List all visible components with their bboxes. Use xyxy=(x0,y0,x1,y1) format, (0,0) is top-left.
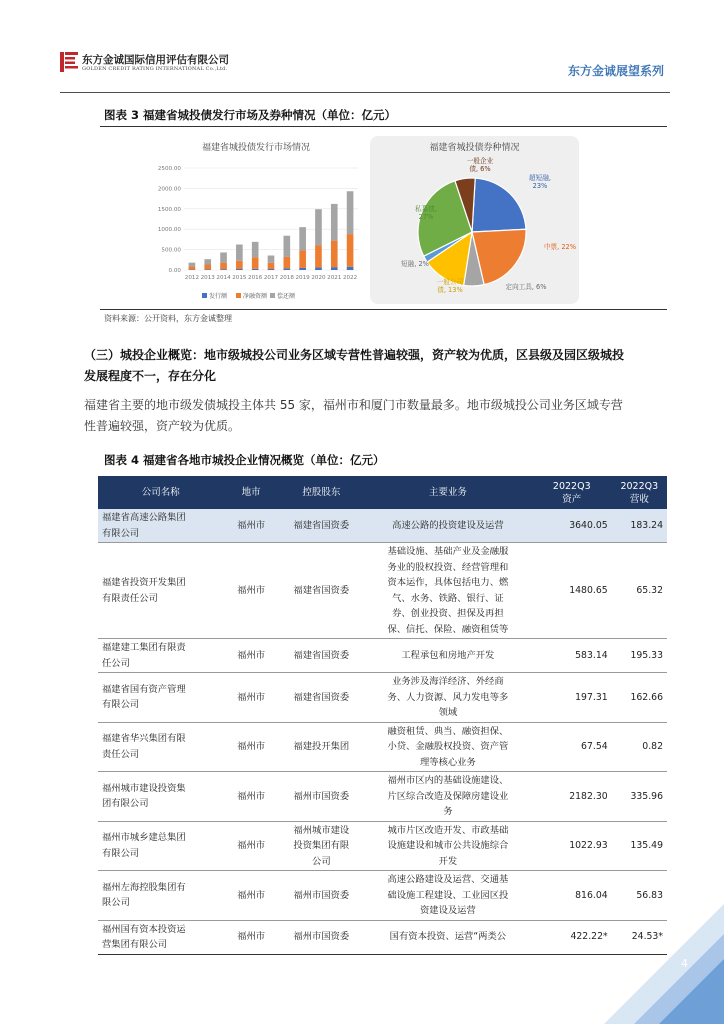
cell-holder: 福州城市建设 投资集团有限 公司 xyxy=(279,821,364,871)
cell-business: 国有资本投资、运营“两类公 xyxy=(364,920,532,954)
legend-swatch xyxy=(202,293,207,298)
cell-holder: 福建省国资委 xyxy=(279,673,364,723)
cell-city: 福州市 xyxy=(223,639,278,673)
cell-business: 业务涉及海洋经济、外经商 务、人力资源、风力发电等多 领域 xyxy=(364,673,532,723)
table-row xyxy=(98,871,667,921)
bar-发行额 xyxy=(204,269,211,270)
y-tick-label: 1000.00 xyxy=(157,227,181,234)
cell-assets: 67.54 xyxy=(532,722,612,772)
bar-偿还额 xyxy=(252,242,259,258)
bar-发行额 xyxy=(220,269,227,270)
bar-发行额 xyxy=(315,268,322,270)
x-tick-label: 2018 xyxy=(279,275,294,281)
bar-偿还额 xyxy=(347,191,354,234)
cell-holder: 福州市国资委 xyxy=(279,772,364,822)
bar-偿还额 xyxy=(315,209,322,245)
pie-chart-canvas xyxy=(370,136,579,304)
company-logo-icon xyxy=(60,52,78,72)
legend-label: 发行额 xyxy=(209,293,228,300)
cell-business: 高速公路的投资建设及运营 xyxy=(364,509,532,543)
figure-3-bottom-rule xyxy=(100,309,667,310)
cell-company-name: 福建省投资开发集团 有限责任公司 xyxy=(98,543,223,639)
cell-company-name: 福州城市建设投资集 团有限公司 xyxy=(98,772,223,822)
pie-label-一般公司债: 一般公司债, 13% xyxy=(436,278,464,294)
cell-revenue: 135.49 xyxy=(612,821,667,871)
bar-chart-title: 福建省城投债发行市场情况 xyxy=(201,143,310,153)
bar-净融资额 xyxy=(236,261,243,269)
bar-净融资额 xyxy=(220,263,227,270)
figure-3-source: 资料来源：公开资料，东方金诚整理 xyxy=(104,314,232,323)
bar-发行额 xyxy=(236,269,243,270)
cell-holder: 福建省国资委 xyxy=(279,639,364,673)
figure-3-top-rule xyxy=(100,126,667,127)
y-tick-label: 0.00 xyxy=(168,268,181,274)
cell-business: 基础设施、基础产业及金融服 务业的股权投资、经营管理和 资本运作，具体包括电力、燃 气、水务、铁路、银行、证 券、创业投资、担保及再担 保、信托、保险、融资租赁等 xyxy=(364,543,532,639)
page-corner-decoration xyxy=(604,904,724,1024)
bar-净融资额 xyxy=(204,264,211,269)
bar-发行额 xyxy=(331,267,338,270)
cell-city: 福州市 xyxy=(223,509,278,543)
cell-holder: 福建省国资委 xyxy=(279,543,364,639)
cell-city: 福州市 xyxy=(223,821,278,871)
series-title: 东方金诚展望系列 xyxy=(567,64,664,78)
pie-label-短融: 短融, 2% xyxy=(401,260,429,268)
cell-revenue: 65.32 xyxy=(612,543,667,639)
x-tick-label: 2019 xyxy=(295,275,310,281)
table-header-row xyxy=(98,476,667,509)
bar-净融资额 xyxy=(315,245,322,267)
cell-assets: 1480.65 xyxy=(532,543,612,639)
bond-type-pie-chart xyxy=(370,136,579,304)
cell-revenue: 56.83 xyxy=(612,871,667,921)
company-name-cn: 东方金诚国际信用评估有限公司 xyxy=(82,54,229,66)
pie-chart-title: 福建省城投债券种情况 xyxy=(429,143,520,153)
issuance-bar-chart xyxy=(146,136,366,304)
bar-净融资额 xyxy=(283,257,290,268)
cell-city: 福州市 xyxy=(223,772,278,822)
cell-company-name: 福建省国有资产管理 有限公司 xyxy=(98,673,223,723)
cell-revenue: 183.24 xyxy=(612,509,667,543)
bar-发行额 xyxy=(283,268,290,270)
bar-发行额 xyxy=(252,269,259,270)
section-heading-line-1: （三）城投企业概览：地市级城投公司业务区域专营性普遍较强，资产较为优质，区县级及园区级城投 xyxy=(84,348,625,362)
bar-偿还额 xyxy=(220,252,227,262)
col-header-city: 地市 xyxy=(223,476,278,509)
cell-company-name: 福建建工集团有限责 任公司 xyxy=(98,639,223,673)
table-row xyxy=(98,821,667,871)
pie-label-私募债: 私募债, 27% xyxy=(415,205,437,221)
cell-holder: 福州市国资委 xyxy=(279,871,364,921)
pie-slice-超短融 xyxy=(472,178,526,232)
x-tick-label: 2014 xyxy=(216,275,231,281)
cell-company-name: 福建省华兴集团有限 责任公司 xyxy=(98,722,223,772)
pie-label-一般企业债: 一般企业债, 6% xyxy=(466,157,494,173)
cell-business: 高速公路建设及运营、交通基 础设施工程建设、工业园区投 资建设及运营 xyxy=(364,871,532,921)
x-tick-label: 2016 xyxy=(248,275,263,281)
legend-swatch xyxy=(236,293,241,298)
bar-chart-canvas xyxy=(146,136,366,304)
y-tick-label: 500.00 xyxy=(161,247,181,254)
bar-净融资额 xyxy=(252,257,259,268)
y-tick-label: 2000.00 xyxy=(157,186,181,193)
table-row xyxy=(98,543,667,639)
cell-revenue: 195.33 xyxy=(612,639,667,673)
cell-holder: 福州市国资委 xyxy=(279,920,364,954)
cell-revenue: 0.82 xyxy=(612,722,667,772)
cell-assets: 2182.30 xyxy=(532,772,612,822)
table-row xyxy=(98,639,667,673)
cell-company-name: 福州左海控股集团有 限公司 xyxy=(98,871,223,921)
cell-revenue: 162.66 xyxy=(612,673,667,723)
bar-净融资额 xyxy=(299,250,306,268)
cell-city: 福州市 xyxy=(223,543,278,639)
bar-发行额 xyxy=(347,267,354,270)
cell-city: 福州市 xyxy=(223,920,278,954)
bar-净融资额 xyxy=(189,266,196,269)
x-tick-label: 2022 xyxy=(342,275,358,281)
page-number: 4 xyxy=(681,957,688,970)
bar-净融资额 xyxy=(331,241,338,268)
cell-company-name: 福州国有资本投资运 营集团有限公司 xyxy=(98,920,223,954)
cell-business: 工程承包和房地产开发 xyxy=(364,639,532,673)
bar-偿还额 xyxy=(331,204,338,241)
col-header-assets: 2022Q3 资产 xyxy=(532,476,612,509)
pie-label-中票: 中票, 22% xyxy=(543,243,577,251)
page-header xyxy=(60,46,670,94)
paragraph-line-1: 福建省主要的地市级发债城投主体共 55 家，福州市和厦门市数量最多。地市级城投公司业务区域专营 xyxy=(84,398,623,412)
cell-city: 福州市 xyxy=(223,722,278,772)
x-tick-label: 2013 xyxy=(200,275,215,281)
bar-净融资额 xyxy=(268,263,275,269)
cell-holder: 福建投开集团 xyxy=(279,722,364,772)
col-header-business: 主要业务 xyxy=(364,476,532,509)
x-tick-label: 2015 xyxy=(232,275,247,281)
table-row xyxy=(98,722,667,772)
x-tick-label: 2012 xyxy=(184,275,200,281)
figure-4-title: 图表 4 福建省各地市城投企业情况概览（单位：亿元） xyxy=(104,453,385,467)
cell-company-name: 福建省高速公路集团 有限公司 xyxy=(98,509,223,543)
cell-revenue: 24.53* xyxy=(612,920,667,954)
header-rule xyxy=(60,92,670,93)
bar-发行额 xyxy=(299,268,306,270)
cell-assets: 197.31 xyxy=(532,673,612,723)
bar-发行额 xyxy=(268,269,275,270)
col-header-revenue: 2022Q3 营收 xyxy=(612,476,667,509)
bar-偿还额 xyxy=(283,236,290,257)
cell-assets: 3640.05 xyxy=(532,509,612,543)
col-header-holder: 控股股东 xyxy=(279,476,364,509)
cell-assets: 816.04 xyxy=(532,871,612,921)
company-name-en: GOLDEN CREDIT RATING INTERNATIONAL Co.,Ltd. xyxy=(82,66,228,72)
bar-偿还额 xyxy=(204,259,211,264)
cell-assets: 583.14 xyxy=(532,639,612,673)
section-heading xyxy=(84,345,670,387)
figure-3-title: 图表 3 福建省城投债发行市场及券种情况（单位：亿元） xyxy=(104,108,397,122)
y-tick-label: 2500.00 xyxy=(157,166,181,172)
bar-偿还额 xyxy=(189,263,196,267)
table-row xyxy=(98,920,667,954)
cell-business: 福州市区内的基础设施建设、 片区综合改造及保障房建设业 务 xyxy=(364,772,532,822)
bar-偿还额 xyxy=(236,245,243,261)
lgfv-table xyxy=(98,476,667,955)
section-paragraph xyxy=(84,395,670,437)
paragraph-line-2: 性普遍较强，资产较为优质。 xyxy=(84,419,241,433)
cell-revenue: 335.96 xyxy=(612,772,667,822)
cell-city: 福州市 xyxy=(223,673,278,723)
cell-business: 融资租赁、典当、融资担保、 小贷、金融股权投资、资产管 理等核心业务 xyxy=(364,722,532,772)
bar-偿还额 xyxy=(268,256,275,263)
legend-swatch xyxy=(270,293,275,298)
section-heading-line-2: 发展程度不一，存在分化 xyxy=(84,369,217,383)
table-row xyxy=(98,509,667,543)
col-header-name: 公司名称 xyxy=(98,476,223,509)
x-tick-label: 2020 xyxy=(311,275,326,281)
bar-偿还额 xyxy=(299,227,306,250)
x-tick-label: 2021 xyxy=(327,275,342,281)
cell-assets: 1022.93 xyxy=(532,821,612,871)
table-row xyxy=(98,772,667,822)
legend-label: 净融资额 xyxy=(243,293,268,300)
legend-label: 偿还额 xyxy=(277,293,296,300)
y-tick-label: 1500.00 xyxy=(157,206,181,213)
pie-label-超短融: 超短融, 23% xyxy=(529,174,551,190)
cell-holder: 福建省国资委 xyxy=(279,509,364,543)
cell-city: 福州市 xyxy=(223,871,278,921)
cell-business: 城市片区改造开发、市政基础 设施建设和城市公共设施综合 开发 xyxy=(364,821,532,871)
x-tick-label: 2017 xyxy=(263,275,279,281)
cell-assets: 422.22* xyxy=(532,920,612,954)
pie-label-定向工具: 定向工具, 6% xyxy=(505,283,547,291)
table-row xyxy=(98,673,667,723)
bar-净融资额 xyxy=(347,234,354,267)
cell-company-name: 福州市城乡建总集团 有限公司 xyxy=(98,821,223,871)
